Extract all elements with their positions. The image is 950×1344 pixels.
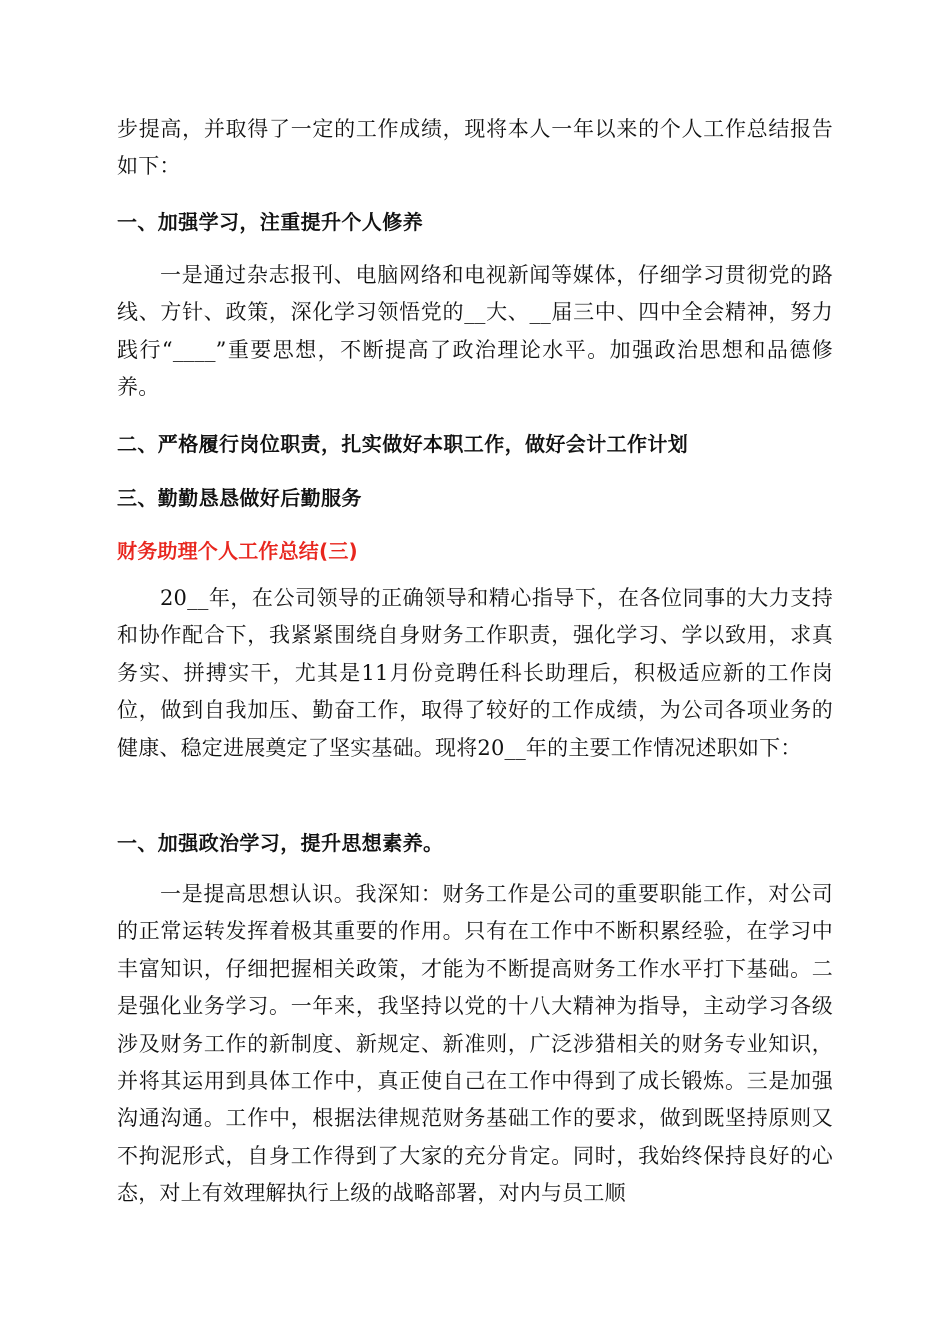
intro-paragraph: 步提高，并取得了一定的工作成绩，现将本人一年以来的个人工作总结报告如下： xyxy=(117,117,833,179)
paragraph-ideological-awareness: 一是提高思想认识。我深知：财务工作是公司的重要职能工作，对公司的正常运转发挥着极其重要的作用。只有在工作中不断积累经验，在学习中丰富知识，仔细把握相关政策，才能为不断提高财务工作水平打下基础。二是强化业务学习。一年来，我坚持以党的十八大精神为指导，主动学习各级涉及财务工作的新制度、新规定、新准则，广泛涉猎相关的财务专业知识，并将其运用到具体工作中，真正使自己在工作中得到了成长锻炼。三是加强沟通沟通。工作中，根据法律规范财务基础工作的要求，做到既坚持原则又不拘泥形式，自身工作得到了大家的充分肯定。同时，我始终保持良好的心态，对上有效理解执行上级的战略部署，对内与员工顺 xyxy=(117,882,833,1206)
heading-political-study: 一、加强政治学习，提升思想素养。 xyxy=(117,831,444,855)
section-title: 财务助理个人工作总结(三) xyxy=(117,539,358,563)
heading-fulfill-duties: 二、严格履行岗位职责，扎实做好本职工作，做好会计工作计划 xyxy=(117,432,689,456)
heading-logistics-service: 三、勤勤恳恳做好后勤服务 xyxy=(117,486,362,510)
paragraph-year-summary: 20__年，在公司领导的正确领导和精心指导下，在各位同事的大力支持和协作配合下，我紧紧围绕自身财务工作职责，强化学习、学以致用，求真务实、拼搏实干，尤其是11月份竞聘任科长助理后，积极适应新的工作岗位，做到自我加压、勤奋工作，取得了较好的工作成绩，为公司各项业务的健康、稳定进展奠定了坚实基础。现将20__年的主要工作情况述职如下： xyxy=(117,586,833,760)
heading-strengthen-learning: 一、加强学习，注重提升个人修养 xyxy=(117,210,423,234)
paragraph-study-policy: 一是通过杂志报刊、电脑网络和电视新闻等媒体，仔细学习贯彻党的路线、方针、政策，深化学习领悟党的__大、__届三中、四中全会精神，努力践行“____”重要思想，不断提高了政治理论水平。加强政治思想和品德修养。 xyxy=(117,263,833,400)
